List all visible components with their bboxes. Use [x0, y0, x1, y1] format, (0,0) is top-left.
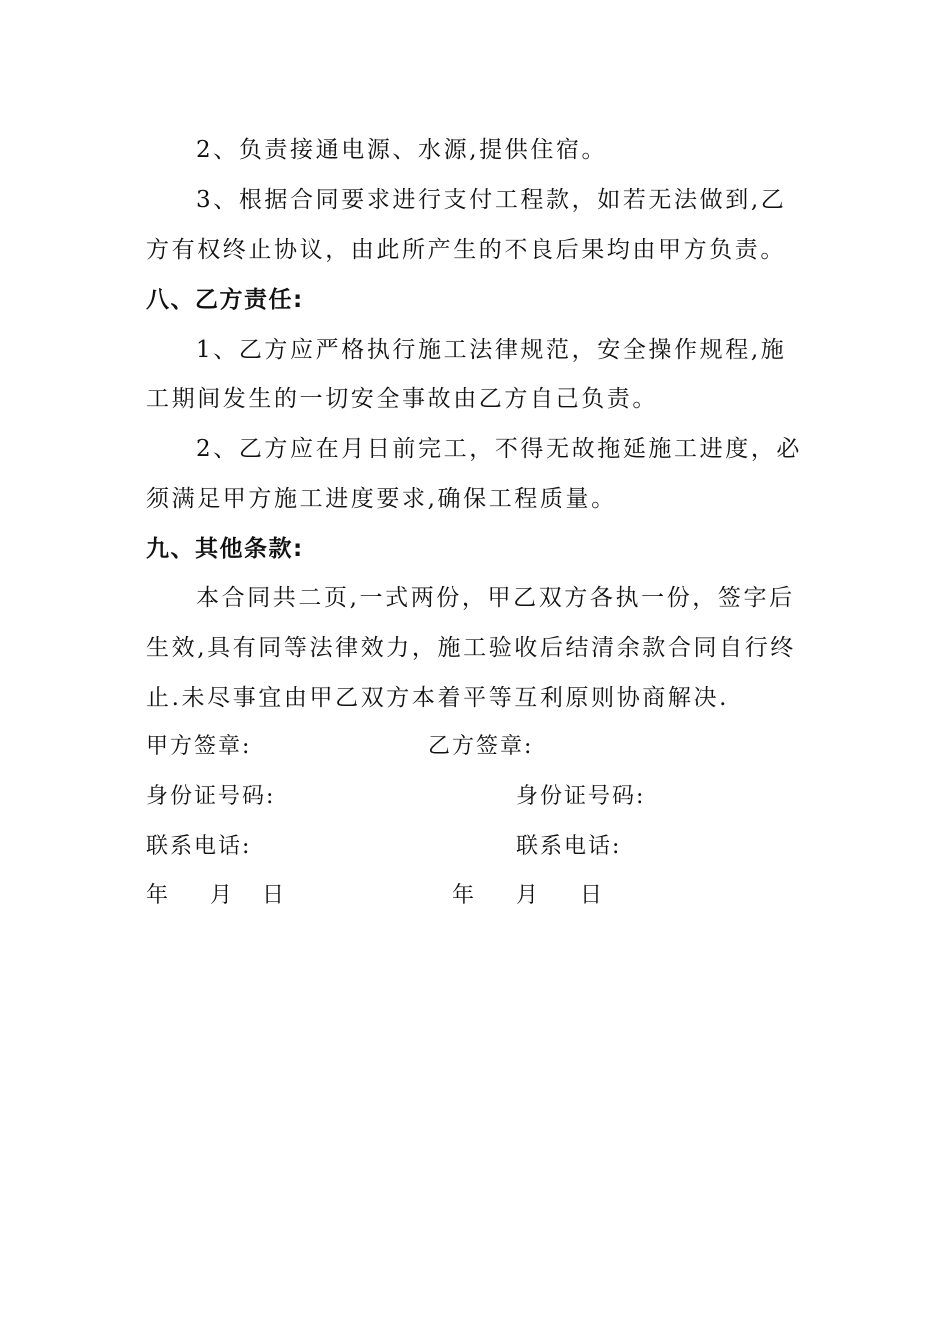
party-b-date-month: 月	[516, 883, 539, 908]
party-a-phone-label: 联系电话:	[146, 834, 252, 859]
party-a-signature-label: 甲方签章:	[146, 734, 252, 759]
section-9-heading: 九、其他条款:	[146, 536, 304, 562]
party-a-date-month: 月	[210, 883, 233, 908]
section-9-line-2: 生效,具有同等法律效力，施工验收后结清余款合同自行终	[146, 635, 796, 661]
section-8-item-1-line-2: 工期间发生的一切安全事故由乙方自己负责。	[146, 386, 658, 412]
section-8-item-2-line-2: 须满足甲方施工进度要求,确保工程质量。	[146, 486, 617, 512]
party-b-date-day: 日	[580, 883, 603, 908]
party-a-duty-item-2: 2、负责接通电源、水源,提供住宿。	[196, 137, 608, 163]
party-b-signature-label: 乙方签章:	[428, 734, 534, 759]
section-9-line-3: 止.未尽事宜由甲乙双方本着平等互利原则协商解决.	[146, 685, 730, 711]
party-b-date-year: 年	[452, 883, 475, 908]
party-a-date-day: 日	[262, 883, 285, 908]
section-8-item-1-line-1: 1、乙方应严格执行施工法律规范，安全操作规程,施	[196, 337, 787, 363]
party-b-id-label: 身份证号码:	[516, 784, 646, 809]
party-a-duty-item-3-line-1: 3、根据合同要求进行支付工程款，如若无法做到,乙	[196, 187, 787, 213]
section-8-item-2-line-1: 2、乙方应在月日前完工，不得无故拖延施工进度，必	[196, 436, 803, 462]
party-a-id-label: 身份证号码:	[146, 784, 276, 809]
party-b-phone-label: 联系电话:	[516, 834, 622, 859]
party-a-date-year: 年	[146, 883, 169, 908]
section-9-line-1: 本合同共二页,一式两份，甲乙双方各执一份，签字后	[196, 585, 795, 611]
party-a-duty-item-3-line-2: 方有权终止协议，由此所产生的不良后果均由甲方负责。	[146, 237, 786, 263]
section-8-heading: 八、乙方责任:	[146, 287, 304, 313]
